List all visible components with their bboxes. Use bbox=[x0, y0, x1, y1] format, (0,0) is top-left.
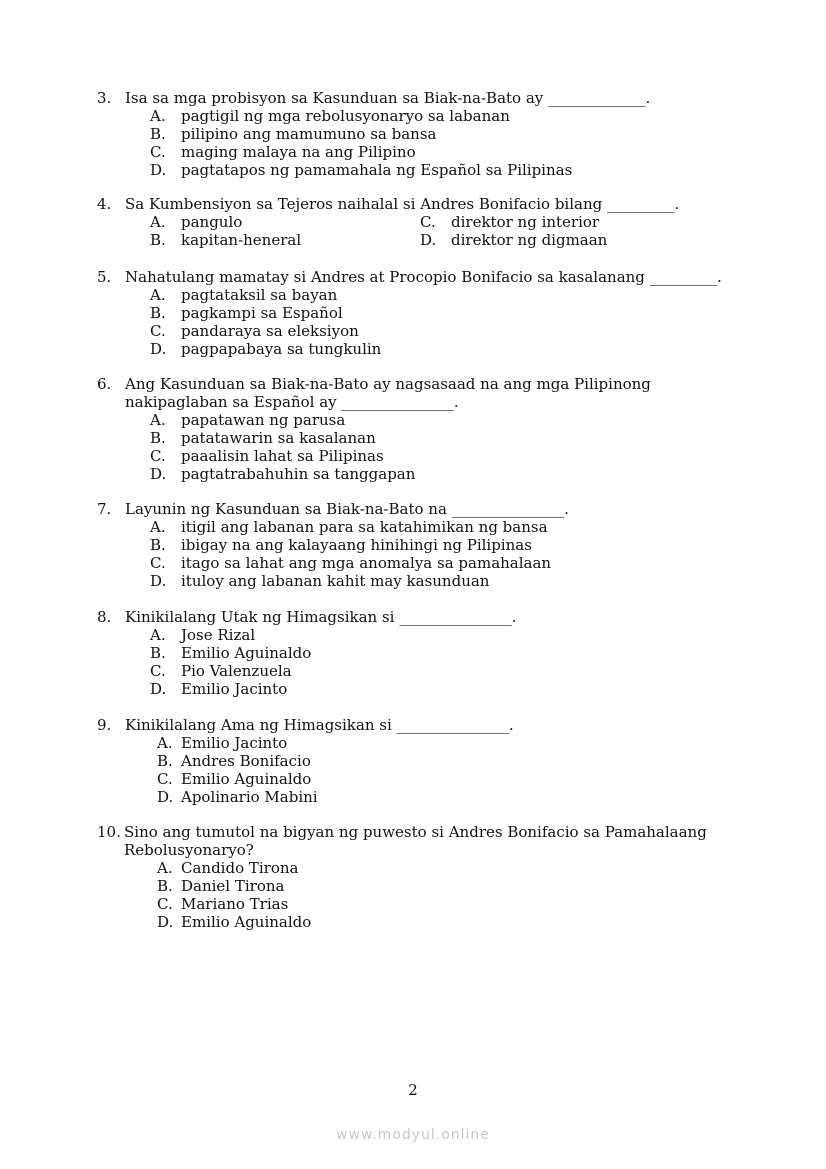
question-3 bbox=[97, 89, 737, 179]
option-letter: C. bbox=[150, 662, 166, 680]
option-c bbox=[157, 895, 737, 913]
option-d bbox=[150, 161, 737, 179]
option-b bbox=[150, 536, 737, 554]
option-c bbox=[150, 554, 737, 572]
option-text: Apolinario Mabini bbox=[181, 788, 318, 806]
option-letter: B. bbox=[150, 125, 166, 143]
option-text: pangulo bbox=[181, 213, 243, 231]
option-c bbox=[150, 447, 737, 465]
option-a bbox=[157, 859, 737, 877]
option-letter: D. bbox=[157, 788, 174, 806]
option-b bbox=[150, 644, 737, 662]
option-a bbox=[150, 213, 420, 231]
question-5 bbox=[97, 268, 737, 358]
option-letter: A. bbox=[157, 734, 173, 752]
option-a bbox=[150, 411, 737, 429]
option-letter: A. bbox=[150, 213, 166, 231]
options-list bbox=[150, 286, 737, 358]
option-letter: A. bbox=[150, 107, 166, 125]
option-letter: A. bbox=[150, 286, 166, 304]
option-a bbox=[150, 518, 737, 536]
option-text: pagtigil ng mga rebolusyonaryo sa labanan bbox=[181, 107, 510, 125]
option-letter: D. bbox=[420, 231, 437, 249]
question-text: Isa sa mga probisyon sa Kasunduan sa Biak-na-Bato ay _____________. bbox=[125, 89, 651, 107]
question-number: 4. bbox=[97, 195, 112, 213]
option-text: itago sa lahat ang mga anomalya sa pamahalaan bbox=[181, 554, 552, 572]
option-letter: B. bbox=[150, 429, 166, 447]
option-letter: B. bbox=[150, 536, 166, 554]
options-list bbox=[150, 411, 737, 483]
option-text: itigil ang labanan para sa katahimikan ng bansa bbox=[181, 518, 548, 536]
option-letter: A. bbox=[157, 859, 173, 877]
question-number: 5. bbox=[97, 268, 112, 286]
option-a bbox=[157, 734, 737, 752]
options-list bbox=[150, 518, 737, 590]
option-letter: D. bbox=[150, 161, 167, 179]
question-text: Layunin ng Kasunduan sa Biak-na-Bato na _______________. bbox=[125, 500, 569, 518]
option-c bbox=[150, 322, 737, 340]
option-text: Daniel Tirona bbox=[181, 877, 285, 895]
option-text: kapitan-heneral bbox=[181, 231, 302, 249]
question-number: 7. bbox=[97, 500, 112, 518]
question-text: Nahatulang mamatay si Andres at Procopio Bonifacio sa kasalanang _________. bbox=[125, 268, 722, 286]
option-c bbox=[157, 770, 737, 788]
watermark: www.modyul.online bbox=[336, 1127, 490, 1143]
option-letter: A. bbox=[150, 518, 166, 536]
question-4 bbox=[97, 195, 737, 249]
option-text: Emilio Jacinto bbox=[181, 734, 288, 752]
page-number: 2 bbox=[408, 1081, 418, 1099]
option-letter: C. bbox=[420, 213, 436, 231]
question-number: 9. bbox=[97, 716, 112, 734]
option-text: Pio Valenzuela bbox=[181, 662, 292, 680]
option-b bbox=[157, 877, 737, 895]
option-text: pagtatapos ng pamamahala ng Español sa Pilipinas bbox=[181, 161, 573, 179]
question-text: Sino ang tumutol na bigyan ng puwesto si Andres Bonifacio sa Pamahalaang Rebolusyonaryo? bbox=[124, 823, 707, 859]
option-d bbox=[150, 680, 737, 698]
option-text: ituloy ang labanan kahit may kasunduan bbox=[181, 572, 490, 590]
option-letter: B. bbox=[150, 644, 166, 662]
option-letter: C. bbox=[150, 322, 166, 340]
option-text: pagtatrabahuhin sa tanggapan bbox=[181, 465, 416, 483]
option-text: pandaraya sa eleksiyon bbox=[181, 322, 359, 340]
option-c bbox=[150, 143, 737, 161]
option-text: Jose Rizal bbox=[181, 626, 256, 644]
option-letter: B. bbox=[150, 304, 166, 322]
option-text: pagtataksil sa bayan bbox=[181, 286, 338, 304]
question-9 bbox=[97, 716, 737, 806]
option-text: patatawarin sa kasalanan bbox=[181, 429, 376, 447]
option-text: papatawan ng parusa bbox=[181, 411, 346, 429]
option-b bbox=[150, 429, 737, 447]
option-text: Emilio Aguinaldo bbox=[181, 644, 312, 662]
option-text: Emilio Aguinaldo bbox=[181, 913, 312, 931]
option-letter: B. bbox=[157, 752, 173, 770]
question-number: 8. bbox=[97, 608, 112, 626]
option-c bbox=[420, 213, 690, 231]
options-list bbox=[150, 213, 737, 249]
option-a bbox=[150, 107, 737, 125]
option-letter: B. bbox=[157, 877, 173, 895]
option-text: pilipino ang mamumuno sa bansa bbox=[181, 125, 437, 143]
question-number: 6. bbox=[97, 375, 112, 393]
question-10 bbox=[97, 823, 737, 931]
option-letter: D. bbox=[150, 680, 167, 698]
option-b bbox=[150, 125, 737, 143]
option-text: pagkampi sa Español bbox=[181, 304, 343, 322]
option-letter: A. bbox=[150, 626, 166, 644]
option-a bbox=[150, 626, 737, 644]
option-d bbox=[157, 913, 737, 931]
option-letter: C. bbox=[157, 895, 173, 913]
option-text: direktor ng digmaan bbox=[451, 231, 608, 249]
option-text: direktor ng interior bbox=[451, 213, 600, 231]
option-text: Emilio Jacinto bbox=[181, 680, 288, 698]
option-letter: D. bbox=[150, 340, 167, 358]
options-list bbox=[157, 734, 737, 806]
options-list bbox=[157, 859, 737, 931]
option-b bbox=[150, 231, 420, 249]
option-letter: C. bbox=[150, 554, 166, 572]
option-d bbox=[157, 788, 737, 806]
option-d bbox=[150, 340, 737, 358]
question-text: Kinikilalang Utak ng Himagsikan si _______________. bbox=[125, 608, 517, 626]
question-text: Sa Kumbensiyon sa Tejeros naihalal si Andres Bonifacio bilang _________. bbox=[125, 195, 680, 213]
option-letter: D. bbox=[150, 572, 167, 590]
option-text: Andres Bonifacio bbox=[181, 752, 311, 770]
option-text: maging malaya na ang Pilipino bbox=[181, 143, 416, 161]
option-letter: C. bbox=[150, 447, 166, 465]
options-list bbox=[150, 107, 737, 179]
option-letter: D. bbox=[157, 913, 174, 931]
question-8 bbox=[97, 608, 737, 698]
question-number: 10. bbox=[97, 823, 121, 841]
option-letter: D. bbox=[150, 465, 167, 483]
option-text: pagpapabaya sa tungkulin bbox=[181, 340, 382, 358]
option-text: Candido Tirona bbox=[181, 859, 299, 877]
question-7 bbox=[97, 500, 737, 590]
option-d bbox=[150, 465, 737, 483]
option-a bbox=[150, 286, 737, 304]
question-number: 3. bbox=[97, 89, 112, 107]
option-b bbox=[157, 752, 737, 770]
option-b bbox=[150, 304, 737, 322]
option-letter: A. bbox=[150, 411, 166, 429]
option-letter: C. bbox=[157, 770, 173, 788]
option-c bbox=[150, 662, 737, 680]
option-letter: B. bbox=[150, 231, 166, 249]
options-list bbox=[150, 626, 737, 698]
question-text: Kinikilalang Ama ng Himagsikan si _______________. bbox=[125, 716, 514, 734]
option-letter: C. bbox=[150, 143, 166, 161]
option-text: paaalisin lahat sa Pilipinas bbox=[181, 447, 384, 465]
option-d bbox=[420, 231, 690, 249]
option-text: Emilio Aguinaldo bbox=[181, 770, 312, 788]
option-text: Mariano Trias bbox=[181, 895, 289, 913]
question-6 bbox=[97, 375, 737, 483]
option-text: ibigay na ang kalayaang hinihingi ng Pilipinas bbox=[181, 536, 532, 554]
question-text: Ang Kasunduan sa Biak-na-Bato ay nagsasaad na ang mga Pilipinong nakipaglaban sa Español ay _______________. bbox=[125, 375, 651, 411]
option-d bbox=[150, 572, 737, 590]
